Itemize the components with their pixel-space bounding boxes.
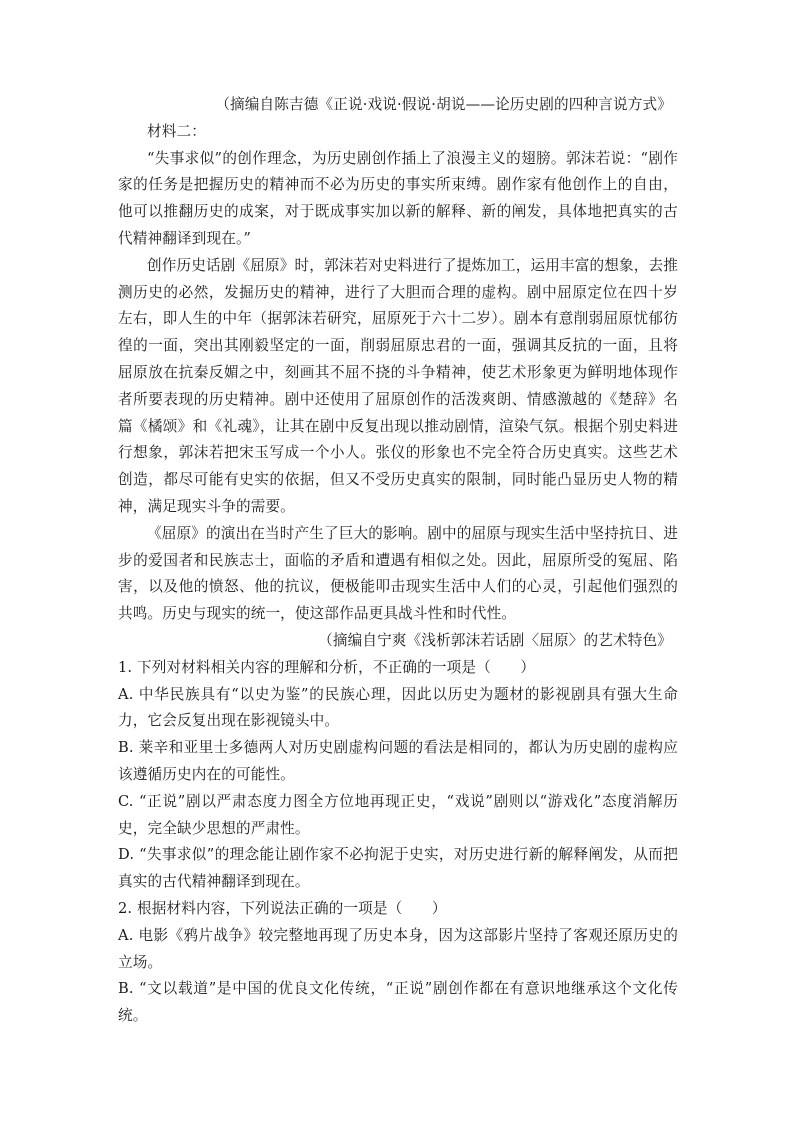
- question-2-stem: 2. 根据材料内容，下列说法正确的一项是（ ）: [118, 899, 447, 917]
- question-1-stem: 1. 下列对材料相关内容的理解和分析，不正确的一项是（ ）: [118, 658, 536, 676]
- question-1: [118, 655, 678, 896]
- source-citation-1: （摘编自陈吉德《正说·戏说·假说·胡说——论历史剧的四种言说方式》: [215, 96, 672, 113]
- paragraph-1: “失事求似”的创作理念，为历史剧创作插上了浪漫主义的翅膀。郭沫若说：“剧作家的任务是把握历史的精神而不必为历史的事实所束缚。剧作家有他创作上的自由，他可以推翻历史的成案，对于既成事实加以新的解释、新的阐发，具体地把真实的古代精神翻译到现在。”: [118, 149, 678, 247]
- question-1-option-b: B. 莱辛和亚里士多德两人对历史剧虚构问题的看法是相同的，都认为历史剧的虚构应该遵循历史内在的可能性。: [118, 739, 678, 783]
- paragraph-3: 《屈原》的演出在当时产生了巨大的影响。剧中的屈原与现实生活中坚持抗日、进步的爱国者和民族志士，面临的矛盾和遭遇有相似之处。因此，屈原所受的冤屈、陷害，以及他的愤怒、他的抗议，便极能叩击现实生活中人们的心灵，引起他们强烈的共鸣。历史与现实的统一，使这部作品更具战斗性和时代性。: [118, 524, 678, 623]
- question-2: [118, 896, 678, 1030]
- question-1-option-c: C. “正说”剧以严肃态度力图全方位地再现正史，“戏说”剧则以“游戏化”态度消解历史，完全缺少思想的严肃性。: [118, 792, 678, 837]
- question-1-option-a: A. 中华民族具有“以史为鉴”的民族心理，因此以历史为题材的影视剧具有强大生命力，它会反复出现在影视镜头中。: [118, 685, 678, 730]
- material-2-heading: 材料二：: [147, 122, 206, 140]
- question-1-option-d: D. “失事求似”的理念能让剧作家不必拘泥于史实，对历史进行新的解释阐发，从而把真实的古代精神翻译到现在。: [118, 846, 678, 891]
- question-2-option-a: A. 电影《鸦片战争》较完整地再现了历史本身，因为这部影片坚持了客观还原历史的立场。: [118, 926, 678, 971]
- source-citation-2: （摘编自宁爽《浅析郭沫若话剧〈屈原〉的艺术特色》: [318, 631, 672, 649]
- question-2-option-b: B. “文以载道”是中国的优良文化传统，“正说”剧创作都在有意识地继承这个文化传统。: [118, 980, 678, 1025]
- document-page: [118, 92, 678, 1030]
- paragraph-2: 创作历史话剧《屈原》时，郭沫若对史料进行了提炼加工，运用丰富的想象，去推测历史的必然，发掘历史的精神，进行了大胆而合理的虚构。剧中屈原定位在四十岁左右，即人生的中年（据郭沫若研究，屈原死于六十二岁）。剧本有意削弱屈原忧郁彷徨的一面，突出其刚毅坚定的一面，削弱屈原忠君的一面，强调其反抗的一面，且将屈原放在抗秦反媚之中，刻画其不屈不挠的斗争精神，使艺术形象更为鲜明地体现作者所要表现的历史精神。剧中还使用了屈原创作的活泼爽朗、情感激越的《楚辞》名篇《橘颂》和《礼魂》，让其在剧中反复出现以推动剧情，渲染气氛。根据个别史料进行想象，郭沫若把宋玉写成一个小人。张仪的形象也不完全符合历史真实。这些艺术创造，都尽可能有史实的依据，但又不受历史真实的限制，同时能凸显历史人物的精神，满足现实斗争的需要。: [118, 256, 678, 515]
